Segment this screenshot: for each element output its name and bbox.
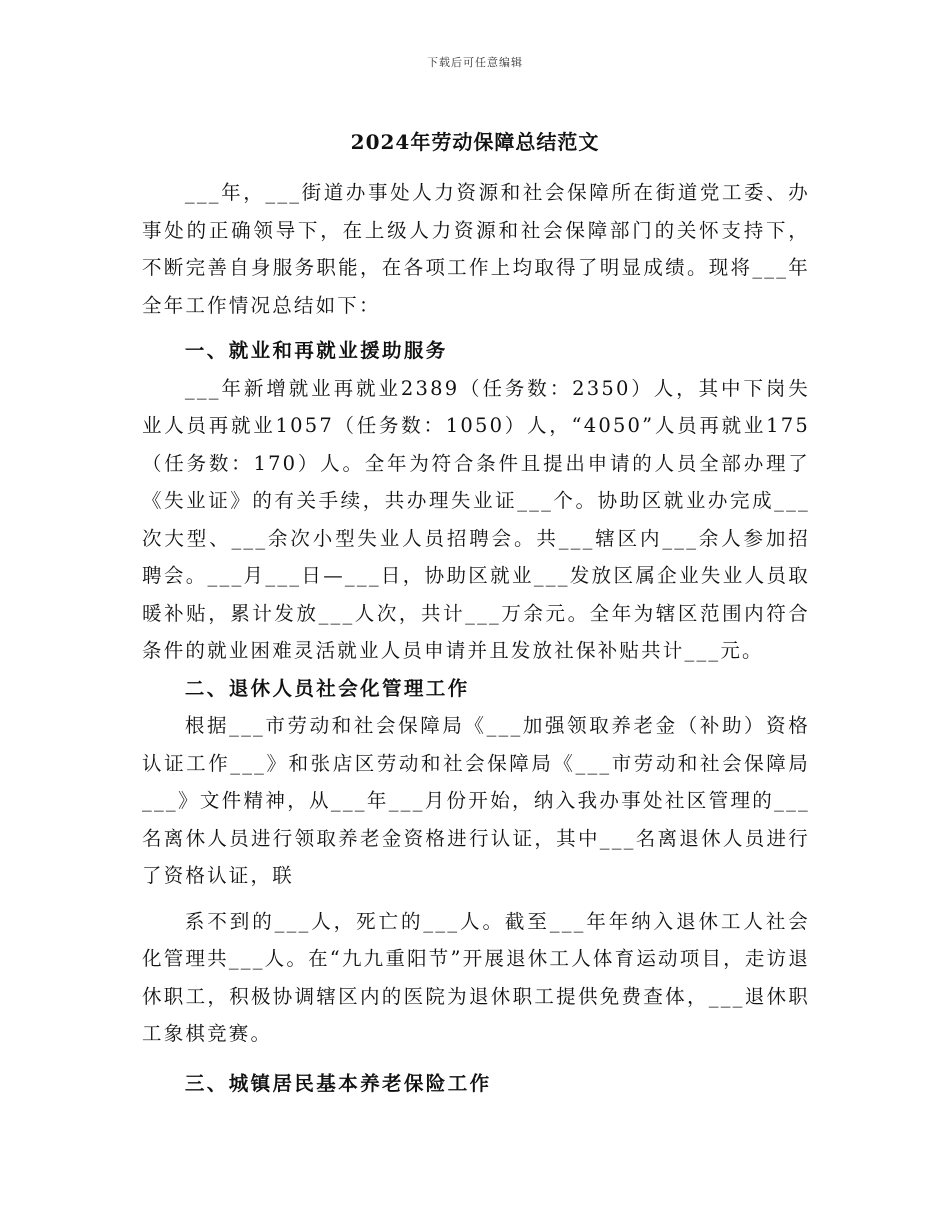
header-note: 下载后可任意编辑 (427, 56, 523, 69)
section-paragraph-employment: ___年新增就业再就业2389（任务数：2350）人，其中下岗失业人员再就业1057（任务数：1050）人，“4050”人员再就业175（任务数：170）人。全年为符合条件且提出申请的人员全部办理了《失业证》的有关手续，共办理失业证___个。协助区就业办完成___次大型、___余次小型失业人员招聘会。共___辖区内___余人参加招聘会。___月___日—___日，协助区就业___发放区属企业失业人员取暖补贴，累计发放___人次，共计___万余元。全年为辖区范围内符合条件的就业困难灵活就业人员申请并且发放社保补贴共计___元。 (142, 376, 810, 662)
section-heading-pension: 三、城镇居民基本养老保险工作 (184, 1071, 492, 1095)
intro-paragraph: ___年，___街道办事处人力资源和社会保障所在街道党工委、办事处的正确领导下，在上级人力资源和社会保障部门的关怀支持下，不断完善自身服务职能，在各项工作上均取得了明显成绩。现将___年全年工作情况总结如下： (142, 181, 810, 317)
document-title: 2024年劳动保障总结范文 (350, 130, 600, 154)
section-heading-retirees: 二、退休人员社会化管理工作 (184, 676, 470, 700)
document-body (142, 174, 810, 1102)
section-paragraph-retirees-a: 根据___市劳动和社会保障局《___加强领取养老金（补助）资格认证工作___》和张店区劳动和社会保障局《___市劳动和社会保障局___》文件精神，从___年___月份开始，纳入我办事处社区管理的___名离休人员进行领取养老金资格进行认证，其中___名离退休人员进行了资格认证，联 (142, 714, 810, 887)
section-heading-employment: 一、就业和再就业援助服务 (184, 339, 448, 362)
section-paragraph-retirees-b: 系不到的___人，死亡的___人。截至___年年纳入退休工人社会化管理共___人。在“九九重阳节”开展退休工人体育运动项目，走访退休职工，积极协调辖区内的医院为退休职工提供免费查体，___退休职工象棋竞赛。 (142, 909, 810, 1045)
